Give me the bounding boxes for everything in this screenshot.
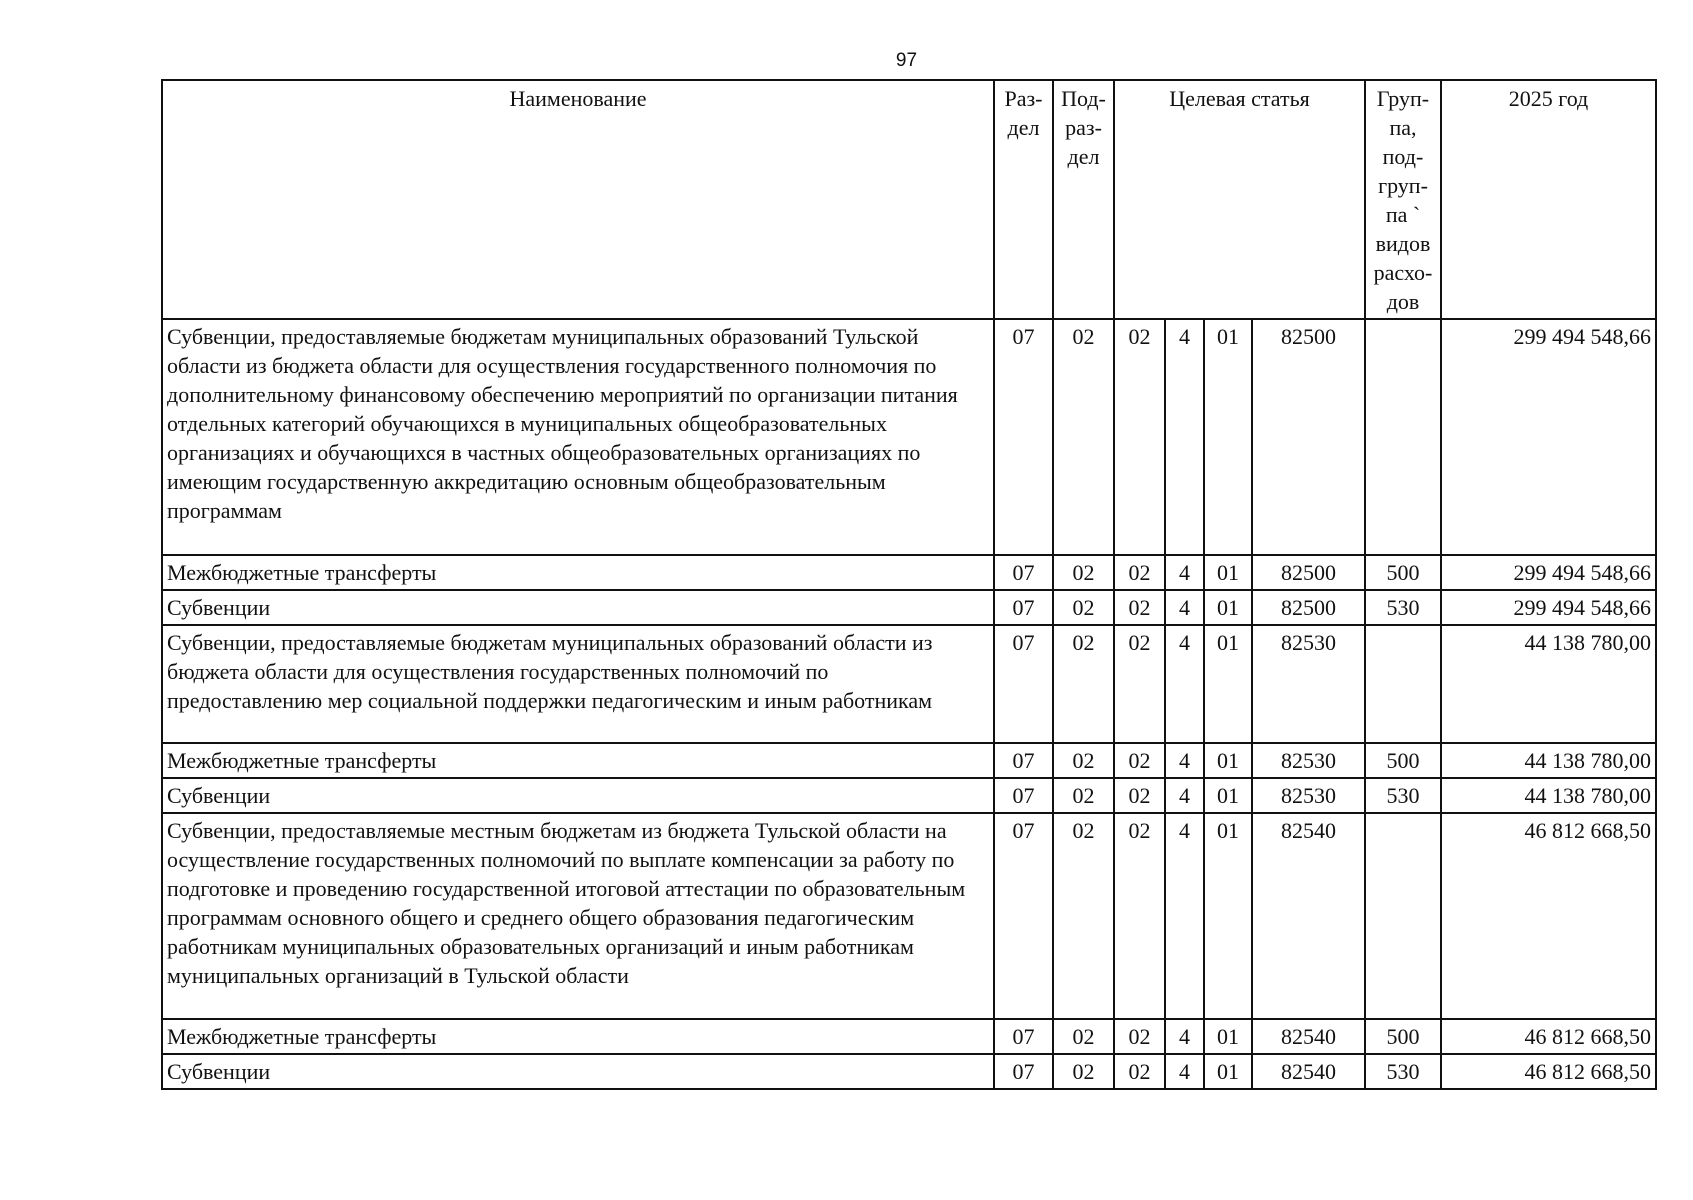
row-target-part2: 4	[1165, 743, 1204, 778]
row-podrazdel: 02	[1053, 590, 1114, 625]
row-podrazdel: 02	[1053, 319, 1114, 555]
row-target-part1: 02	[1114, 625, 1165, 743]
row-name: Субвенции, предоставляемые бюджетам муниципальных образований Тульской области из бюджета области для осуществления государственного полномочия по дополнительному финансовому обеспечению мероприятий по организации питания отдельных категорий обучающихся в муниципальных общеобразовательных организациях и обучающихся в частных общеобразовательных организациях по имеющим государственную аккредитацию основным общеобразовательным программам	[162, 319, 994, 555]
row-target-part4: 82540	[1252, 1019, 1365, 1054]
header-celevaya-statya: Целевая статья	[1114, 80, 1365, 319]
row-target-part3: 01	[1204, 555, 1252, 590]
row-target-part1: 02	[1114, 590, 1165, 625]
row-expense-group: 530	[1365, 590, 1441, 625]
header-year: 2025 год	[1441, 80, 1656, 319]
row-target-part3: 01	[1204, 319, 1252, 555]
row-target-part3: 01	[1204, 813, 1252, 1019]
row-target-part2: 4	[1165, 625, 1204, 743]
row-target-part3: 01	[1204, 1054, 1252, 1089]
row-amount: 299 494 548,66	[1441, 590, 1656, 625]
row-target-part4: 82500	[1252, 555, 1365, 590]
row-name: Субвенции	[162, 778, 994, 813]
table-row	[162, 743, 1656, 778]
row-target-part3: 01	[1204, 590, 1252, 625]
row-amount: 44 138 780,00	[1441, 625, 1656, 743]
row-expense-group	[1365, 319, 1441, 555]
row-podrazdel: 02	[1053, 555, 1114, 590]
row-expense-group: 500	[1365, 1019, 1441, 1054]
table-row	[162, 625, 1656, 743]
page-number: 97	[895, 50, 918, 71]
row-podrazdel: 02	[1053, 1054, 1114, 1089]
row-razdel: 07	[994, 625, 1053, 743]
header-razdel: Раз- дел	[994, 80, 1053, 319]
row-target-part2: 4	[1165, 319, 1204, 555]
row-expense-group: 500	[1365, 743, 1441, 778]
row-target-part4: 82540	[1252, 813, 1365, 1019]
header-podrazdel: Под- раз- дел	[1053, 80, 1114, 319]
row-podrazdel: 02	[1053, 743, 1114, 778]
table-row	[162, 1019, 1656, 1054]
row-target-part3: 01	[1204, 743, 1252, 778]
row-podrazdel: 02	[1053, 813, 1114, 1019]
header-gruppa: Груп- па, под- груп- па ` видов расхо- дов	[1365, 80, 1441, 319]
row-target-part2: 4	[1165, 778, 1204, 813]
row-target-part1: 02	[1114, 743, 1165, 778]
header-name: Наименование	[162, 80, 994, 319]
row-razdel: 07	[994, 778, 1053, 813]
row-razdel: 07	[994, 319, 1053, 555]
row-target-part4: 82530	[1252, 778, 1365, 813]
row-name: Субвенции, предоставляемые бюджетам муниципальных образований области из бюджета области для осуществления государственных полномочий по предоставлению мер социальной поддержки педагогическим и иным работникам	[162, 625, 994, 743]
row-razdel: 07	[994, 743, 1053, 778]
row-name: Межбюджетные трансферты	[162, 555, 994, 590]
row-target-part1: 02	[1114, 778, 1165, 813]
row-razdel: 07	[994, 1019, 1053, 1054]
row-target-part4: 82540	[1252, 1054, 1365, 1089]
row-amount: 299 494 548,66	[1441, 555, 1656, 590]
row-name: Субвенции, предоставляемые местным бюджетам из бюджета Тульской области на осуществление государственных полномочий по выплате компенсации за работу по подготовке и проведению государственной итоговой аттестации по образовательным программам основного общего и среднего общего образования педагогическим работникам муниципальных образовательных организаций и иным работникам муниципальных организаций в Тульской области	[162, 813, 994, 1019]
table-body	[162, 319, 1656, 1089]
row-target-part4: 82530	[1252, 625, 1365, 743]
row-target-part4: 82500	[1252, 319, 1365, 555]
header-row	[162, 80, 1656, 319]
row-target-part3: 01	[1204, 625, 1252, 743]
row-expense-group: 500	[1365, 555, 1441, 590]
row-target-part2: 4	[1165, 813, 1204, 1019]
row-target-part3: 01	[1204, 778, 1252, 813]
table-row	[162, 1054, 1656, 1089]
row-target-part1: 02	[1114, 555, 1165, 590]
row-name: Межбюджетные трансферты	[162, 1019, 994, 1054]
table-row	[162, 813, 1656, 1019]
row-podrazdel: 02	[1053, 1019, 1114, 1054]
row-target-part4: 82500	[1252, 590, 1365, 625]
row-target-part1: 02	[1114, 319, 1165, 555]
budget-table	[161, 79, 1657, 1090]
row-amount: 46 812 668,50	[1441, 1019, 1656, 1054]
row-razdel: 07	[994, 555, 1053, 590]
row-amount: 299 494 548,66	[1441, 319, 1656, 555]
row-target-part1: 02	[1114, 1054, 1165, 1089]
row-expense-group: 530	[1365, 1054, 1441, 1089]
row-razdel: 07	[994, 590, 1053, 625]
row-target-part4: 82530	[1252, 743, 1365, 778]
row-expense-group	[1365, 625, 1441, 743]
row-amount: 46 812 668,50	[1441, 1054, 1656, 1089]
row-expense-group	[1365, 813, 1441, 1019]
table-row	[162, 319, 1656, 555]
row-name: Межбюджетные трансферты	[162, 743, 994, 778]
row-target-part2: 4	[1165, 590, 1204, 625]
row-amount: 44 138 780,00	[1441, 743, 1656, 778]
row-podrazdel: 02	[1053, 625, 1114, 743]
row-razdel: 07	[994, 813, 1053, 1019]
row-podrazdel: 02	[1053, 778, 1114, 813]
row-target-part2: 4	[1165, 1054, 1204, 1089]
row-target-part2: 4	[1165, 555, 1204, 590]
row-name: Субвенции	[162, 1054, 994, 1089]
row-amount: 44 138 780,00	[1441, 778, 1656, 813]
table-row	[162, 555, 1656, 590]
table-row	[162, 590, 1656, 625]
table-row	[162, 778, 1656, 813]
row-amount: 46 812 668,50	[1441, 813, 1656, 1019]
row-target-part1: 02	[1114, 813, 1165, 1019]
row-expense-group: 530	[1365, 778, 1441, 813]
row-name: Субвенции	[162, 590, 994, 625]
row-target-part1: 02	[1114, 1019, 1165, 1054]
row-target-part2: 4	[1165, 1019, 1204, 1054]
row-target-part3: 01	[1204, 1019, 1252, 1054]
row-razdel: 07	[994, 1054, 1053, 1089]
